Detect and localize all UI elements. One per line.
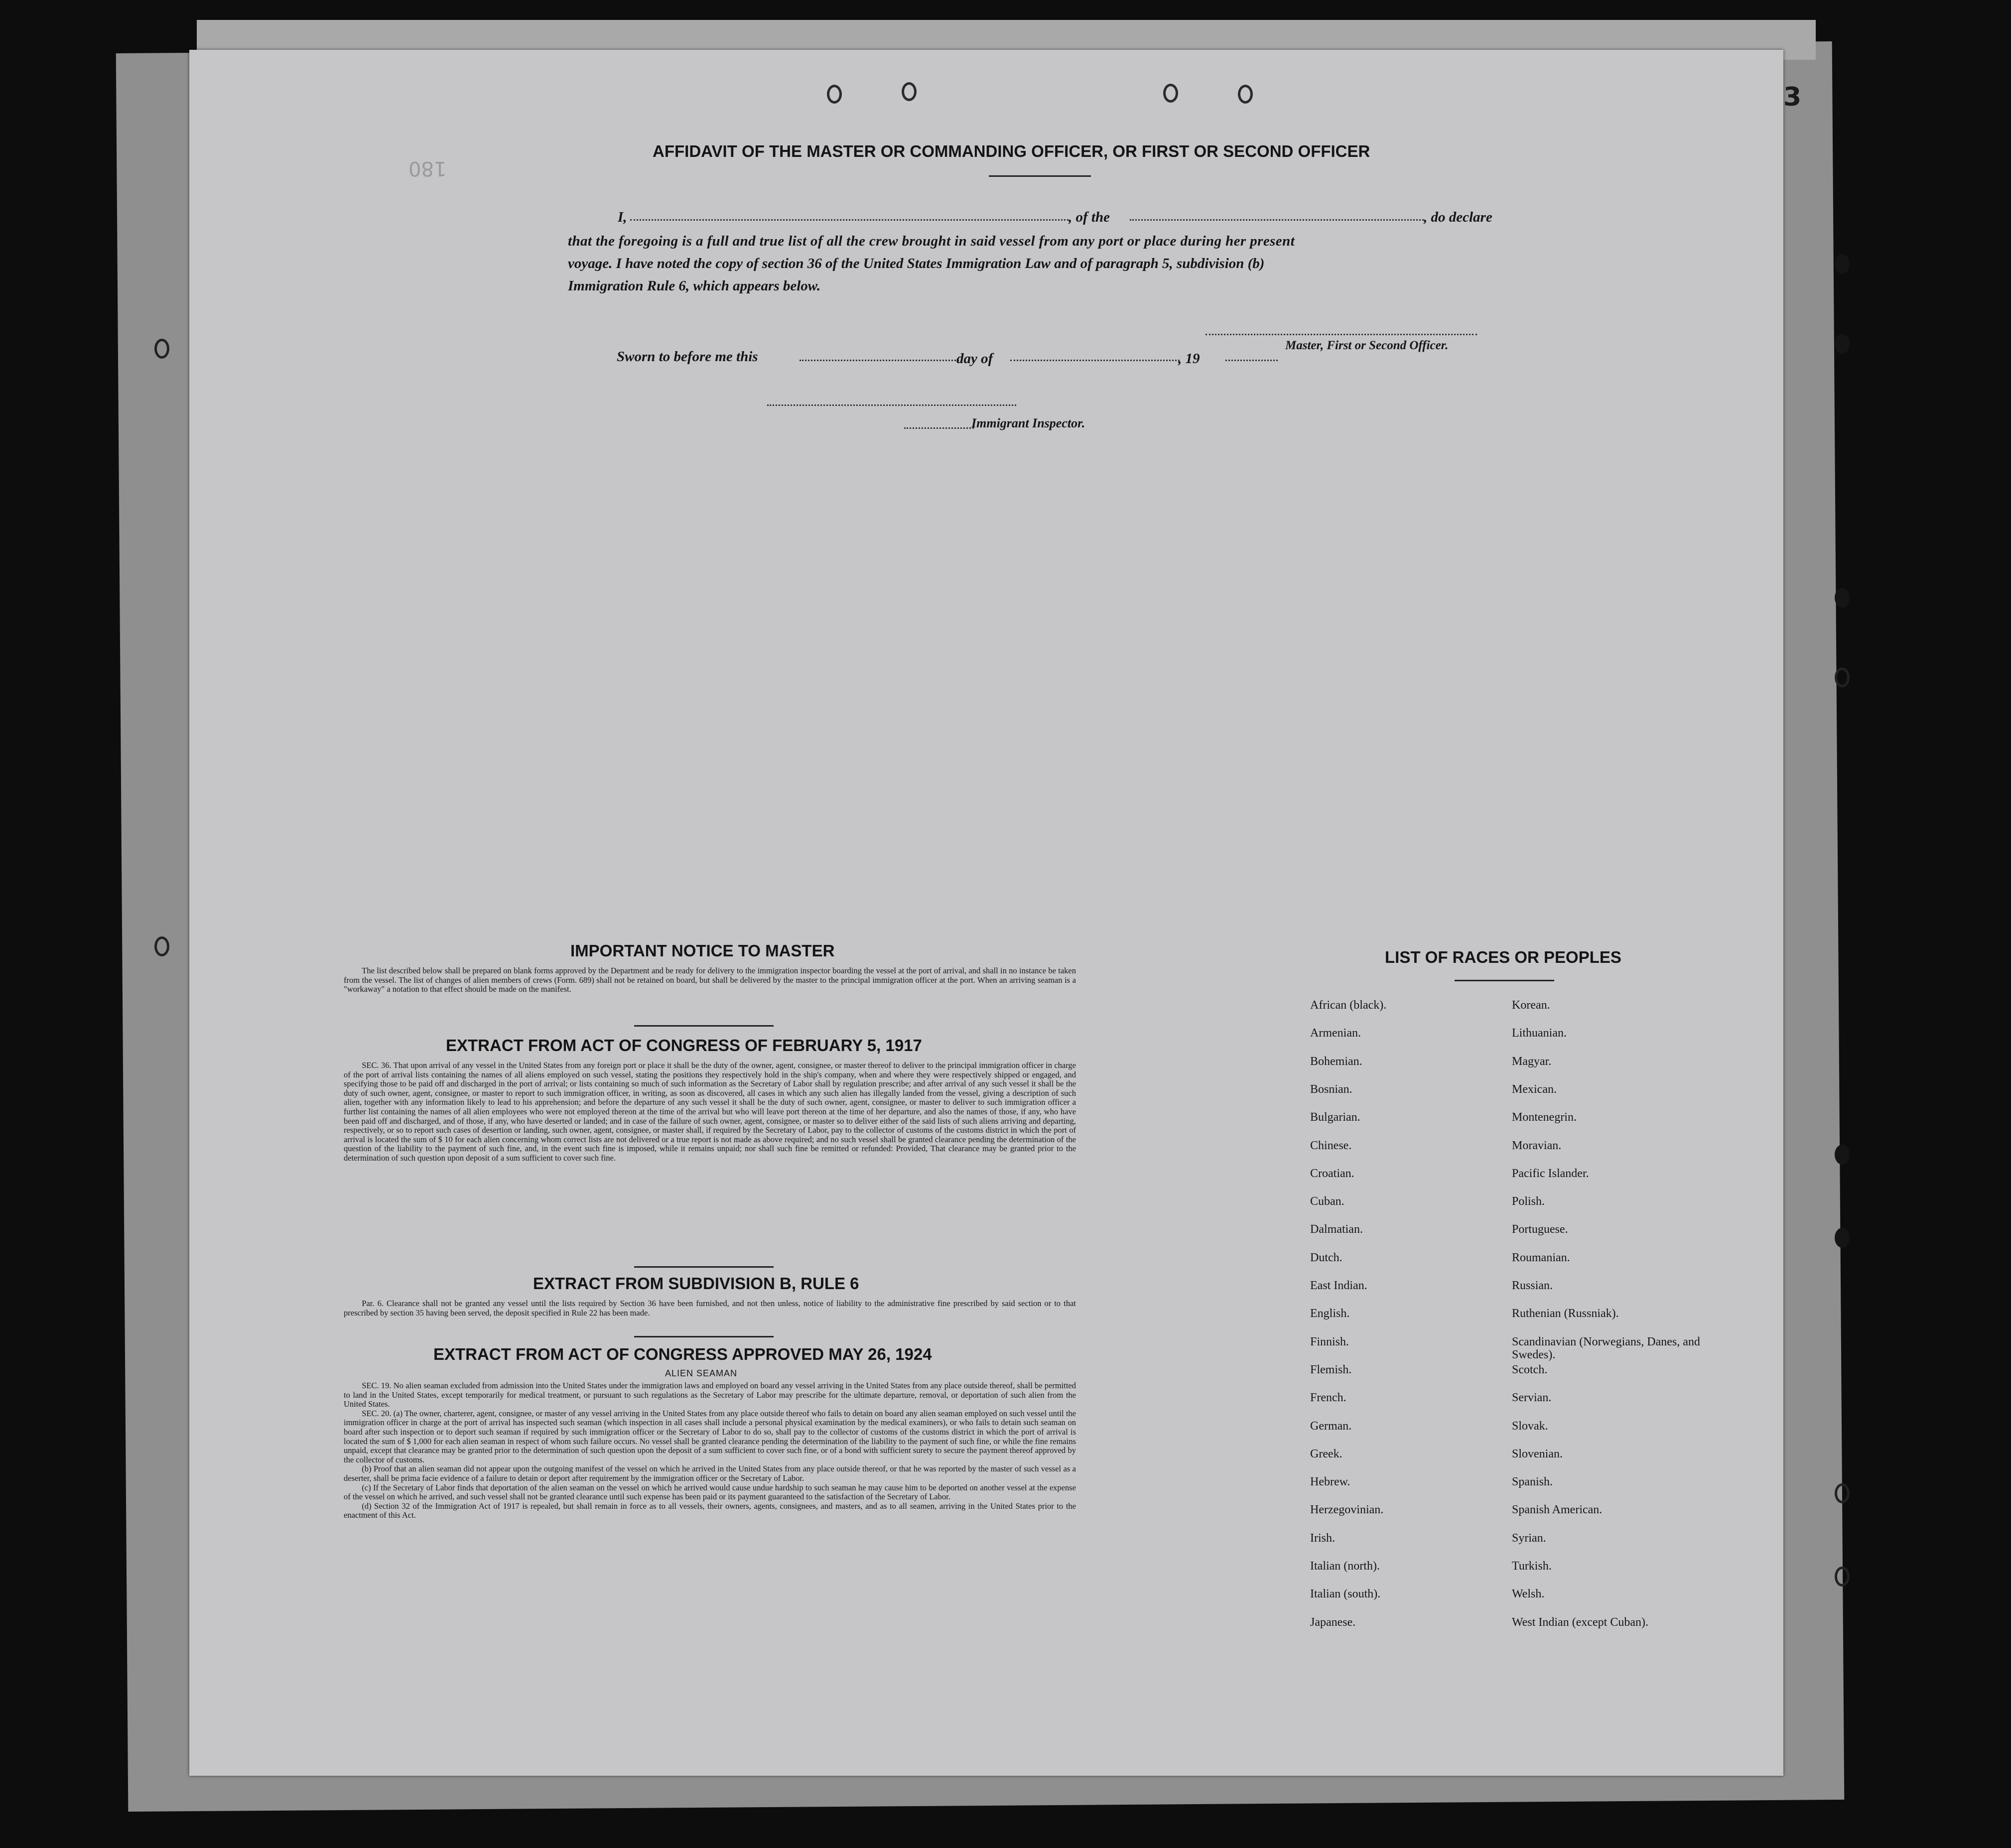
race-item: Dalmatian. <box>1310 1223 1363 1236</box>
race-item: Lithuanian. <box>1512 1027 1567 1040</box>
extract-1924-body <box>344 1381 1076 1520</box>
race-item: Magyar. <box>1512 1055 1552 1068</box>
race-item: Scotch. <box>1512 1363 1548 1376</box>
sworn-day-label: day of <box>956 351 993 367</box>
sworn-year-label: , 19 <box>1178 351 1200 367</box>
inspector-label: Immigrant Inspector. <box>971 416 1085 430</box>
master-signature-blank[interactable] <box>1206 334 1477 335</box>
race-item: Servian. <box>1512 1391 1552 1405</box>
punch-hole-icon <box>827 85 842 104</box>
race-item: German. <box>1310 1419 1352 1433</box>
race-item: Italian (south). <box>1310 1587 1381 1601</box>
race-item: Syrian. <box>1512 1531 1546 1545</box>
extract-1924-paragraph: (b) Proof that an alien seaman did not appear upon the outgoing manifest of the vessel on which he arrived in the United States from any place outside thereof, or that he was reported by the master of such vessel as a deserter, shall be prima facie evidence of a failure to detain or deport after requirement by the immigration officer or the Secretary of Labor. <box>344 1464 1076 1483</box>
master-signature-label: Master, First or Second Officer. <box>1285 339 1449 352</box>
race-item: Roumanian. <box>1512 1251 1570 1264</box>
race-item: French. <box>1310 1391 1346 1405</box>
extract-1924-subtitle: ALIEN SEAMAN <box>665 1368 738 1378</box>
affidavit-line-declare: , do declare <box>1424 209 1492 225</box>
race-item: Montenegrin. <box>1512 1111 1577 1124</box>
notice-body <box>344 966 1076 994</box>
race-item: African (black). <box>1310 999 1387 1012</box>
race-item: Portuguese. <box>1512 1223 1568 1236</box>
extract-rule6-title: EXTRACT FROM SUBDIVISION B, RULE 6 <box>533 1274 859 1293</box>
binder-hole-icon <box>1835 254 1850 274</box>
race-item: Slovak. <box>1512 1419 1548 1433</box>
divider <box>1455 980 1554 981</box>
race-item: Bosnian. <box>1310 1082 1352 1096</box>
divider <box>634 1025 774 1027</box>
race-item: Spanish. <box>1512 1475 1553 1489</box>
race-item: Polish. <box>1512 1195 1545 1208</box>
race-item: Chinese. <box>1310 1139 1352 1152</box>
binder-hole-icon <box>1835 667 1850 687</box>
race-item: Bohemian. <box>1310 1055 1362 1068</box>
extract-1924-paragraph: SEC. 20. (a) The owner, charterer, agent, consignee, or master of any vessel arriving in the United States from any place outside thereof who fails to detain on board any alien seaman employed on such vessel until the immigration officer in charge at the port of arrival has inspected such seaman (which inspection in all cases shall include a personal physical examination by the medical examiners), or who fails to detain such seaman on board after such inspection or to deport such seaman if required by such immigration officer or the Secretary of Labor to do so, shall pay to the collector of customs of the customs district in which the port of arrival is located the sum of $ 1,000 for each alien seaman in respect of whom such failure occurs. No vessel shall be granted clearance pending the determination of the liability to the payment of such fine, or while the fine remains unpaid, except that clearance may be granted prior to the determination of such question upon the deposit of a sum sufficient to cover such fine, or of a bond with sufficient surety to secure the payment thereof approved by the collector of customs. <box>344 1408 1076 1464</box>
extract-1917-body <box>344 1061 1076 1163</box>
race-item: Slovenian. <box>1512 1447 1563 1460</box>
race-item: Japanese. <box>1310 1615 1356 1629</box>
race-item: Italian (north). <box>1310 1560 1380 1573</box>
race-item: Scandinavian (Norwegians, Danes, and Swedes). <box>1512 1335 1700 1361</box>
race-item: Herzegovinian. <box>1310 1503 1384 1517</box>
race-item: East Indian. <box>1310 1279 1367 1292</box>
race-item: Dutch. <box>1310 1251 1342 1264</box>
binder-hole-icon <box>1835 1228 1850 1248</box>
binder-hole-icon <box>1835 1483 1850 1503</box>
sworn-day-blank[interactable] <box>800 360 959 361</box>
race-item: Turkish. <box>1512 1560 1552 1573</box>
affidavit-vessel-blank[interactable] <box>1130 219 1424 221</box>
extract-1917-paragraph: SEC. 36. That upon arrival of any vessel in the United States from any foreign port or place it shall be the duty of the owner, agent, consignee, or master thereof to deliver to the principal immigration officer in charge of the port of arrival lists containing the names of all aliens employed on such vessel, stating the positions they respectively hold in the ship's company, when and where they were respectively shipped or engaged, and specifying those to be paid off and discharged in the port of arrival; or lists containing so much of such information as the Secretary of Labor shall by regulation prescribe; and after arrival of any such vessel it shall be the duty of such owner, agent, consignee, or master to report to such immigration officer, in writing, as soon as discovered, all cases in which any such alien has illegally landed from the vessel, giving a description of such alien, together with any information likely to lead to his apprehension; and before the departure of any such vessel it shall be the duty of such owner, agent, consignee, or master to deliver to such immigration officer a further list containing the names of all alien employees who were not employed thereon at the time of the arrival but who will leave port thereon at the time of her departure, and also the names of those, if any, who have been paid off and discharged, and of those, if any, who have deserted or landed; and in case of the failure of such owner, agent, consignee, or master so to deliver either of the said lists of such aliens arriving and departing, respectively, or so to report such cases of desertion or landing, such owner, agent, consignee, or master shall, if required by the Secretary of Labor, pay to the collector of customs of the customs district in which the port of arrival is located the sum of $ 10 for each alien concerning whom correct lists are not delivered or a true report is not made as above required; and no such vessel shall be granted clearance pending the determination of the question of the liability to the payment of such fine, and, in the event such fine is imposed, while it remains unpaid; nor shall such fine be remitted or refunded: Provided, That clearance may be granted prior to the determination of such question upon deposit of a sum sufficient to cover such fine. <box>344 1060 1076 1163</box>
affidavit-line-4: Immigration Rule 6, which appears below. <box>568 278 821 294</box>
sworn-year-blank[interactable] <box>1225 360 1278 361</box>
race-item: Croatian. <box>1310 1167 1354 1180</box>
race-item: Spanish American. <box>1512 1503 1603 1517</box>
binder-hole-icon <box>1835 588 1850 608</box>
race-item: Irish. <box>1310 1531 1335 1545</box>
race-item: West Indian (except Cuban). <box>1512 1615 1648 1629</box>
sworn-prefix: Sworn to before me this <box>617 349 758 365</box>
affidavit-name-blank[interactable] <box>630 219 1069 221</box>
extract-1924-paragraph: (d) Section 32 of the Immigration Act of 1917 is repealed, but shall remain in force as to all vessels, their owners, agents, consignees, and masters, and as to all seamen, arriving in the United States prior to the enactment of this Act. <box>344 1501 1076 1520</box>
binder-hole-icon <box>1835 1145 1850 1165</box>
race-item: Moravian. <box>1512 1139 1562 1152</box>
inspector-signature-blank[interactable] <box>767 404 1016 406</box>
race-item: Greek. <box>1310 1447 1342 1460</box>
race-item: Mexican. <box>1512 1082 1557 1096</box>
divider <box>634 1336 774 1337</box>
binder-hole-icon <box>154 339 169 359</box>
notice-title: IMPORTANT NOTICE TO MASTER <box>570 941 835 960</box>
punch-hole-icon <box>902 82 917 101</box>
races-title: LIST OF RACES OR PEOPLES <box>1385 948 1621 966</box>
race-item: Hebrew. <box>1310 1475 1350 1489</box>
affidavit-line-2: that the foregoing is a full and true list of all the crew brought in said vessel from any port or place during her present <box>568 233 1295 249</box>
notice-paragraph: The list described below shall be prepared on blank forms approved by the Department and be ready for delivery to the immigration inspector boarding the vessel at the port of arrival, and shall in no instance be taken from the vessel. The list of changes of alien members of crews (Form. 689) shall not be retained on board, but shall be delivered by the master to the principal immigration officer at the port. When an arriving seaman is a "workaway" a notation to that effect should be made on the manifest. <box>344 966 1076 994</box>
punch-hole-icon <box>1163 84 1178 103</box>
race-item: Welsh. <box>1512 1587 1545 1601</box>
form-page <box>189 50 1802 1776</box>
inspector-prefix-blank[interactable] <box>904 427 974 429</box>
race-item: Russian. <box>1512 1279 1553 1292</box>
race-item: Ruthenian (Russniak). <box>1512 1307 1619 1320</box>
race-item: Armenian. <box>1310 1027 1361 1040</box>
race-item: Bulgarian. <box>1310 1111 1360 1124</box>
binder-hole-icon <box>1835 1567 1850 1586</box>
punch-hole-icon <box>1238 85 1253 104</box>
affidavit-line-i: I, <box>618 209 627 225</box>
corner-stamp: 3 <box>1783 82 1802 112</box>
margin-number: 180 <box>408 157 447 180</box>
affidavit-line-3: voyage. I have noted the copy of section 36 of the United States Immigration Law and of paragraph 5, subdivision (b) <box>568 256 1265 271</box>
race-item: Pacific Islander. <box>1512 1167 1589 1180</box>
divider <box>634 1266 774 1268</box>
race-item: Finnish. <box>1310 1335 1349 1348</box>
extract-1917-title: EXTRACT FROM ACT OF CONGRESS OF FEBRUARY 5, 1917 <box>446 1036 922 1055</box>
extract-rule6-body <box>344 1299 1076 1318</box>
race-item: Cuban. <box>1310 1195 1344 1208</box>
binder-hole-icon <box>154 936 169 956</box>
affidavit-title: AFFIDAVIT OF THE MASTER OR COMMANDING OFFICER, OR FIRST OR SECOND OFFICER <box>653 142 1370 160</box>
sworn-month-blank[interactable] <box>1010 360 1180 361</box>
race-item: Flemish. <box>1310 1363 1352 1376</box>
extract-rule6-paragraph: Par. 6. Clearance shall not be granted any vessel until the lists required by Section 36 have been furnished, and not then unless, notice of liability to the administrative fine prescribed by said section or to that prescribed by section 35 having been served, the deposit specified in Rule 22 has been made. <box>344 1299 1076 1318</box>
extract-1924-title: EXTRACT FROM ACT OF CONGRESS APPROVED MAY 26, 1924 <box>433 1345 932 1363</box>
binder-hole-icon <box>1835 334 1850 354</box>
race-item: English. <box>1310 1307 1350 1320</box>
divider <box>989 175 1091 177</box>
extract-1924-paragraph: SEC. 19. No alien seaman excluded from admission into the United States under the immigration laws and employed on board any vessel arriving in the United States from any place outside thereof, shall be permitted to land in the United States, except temporarily for medical treatment, or pursuant to such regulations as the Secretary of Labor may prescribe for the ultimate departure, removal, or deportation of such alien from the United States. <box>344 1381 1076 1409</box>
race-item: Korean. <box>1512 999 1550 1012</box>
extract-1924-paragraph: (c) If the Secretary of Labor finds that deportation of the alien seaman on the vessel on which he arrived would cause undue hardship to such seaman he may cause him to be deported on another vessel at the expense of the vessel on which he arrived, and such vessel shall not be granted clearance until such expense has been paid or its payment guaranteed to the satisfaction of the Secretary of Labor. <box>344 1482 1076 1502</box>
affidavit-line-of: , of the <box>1069 209 1110 225</box>
